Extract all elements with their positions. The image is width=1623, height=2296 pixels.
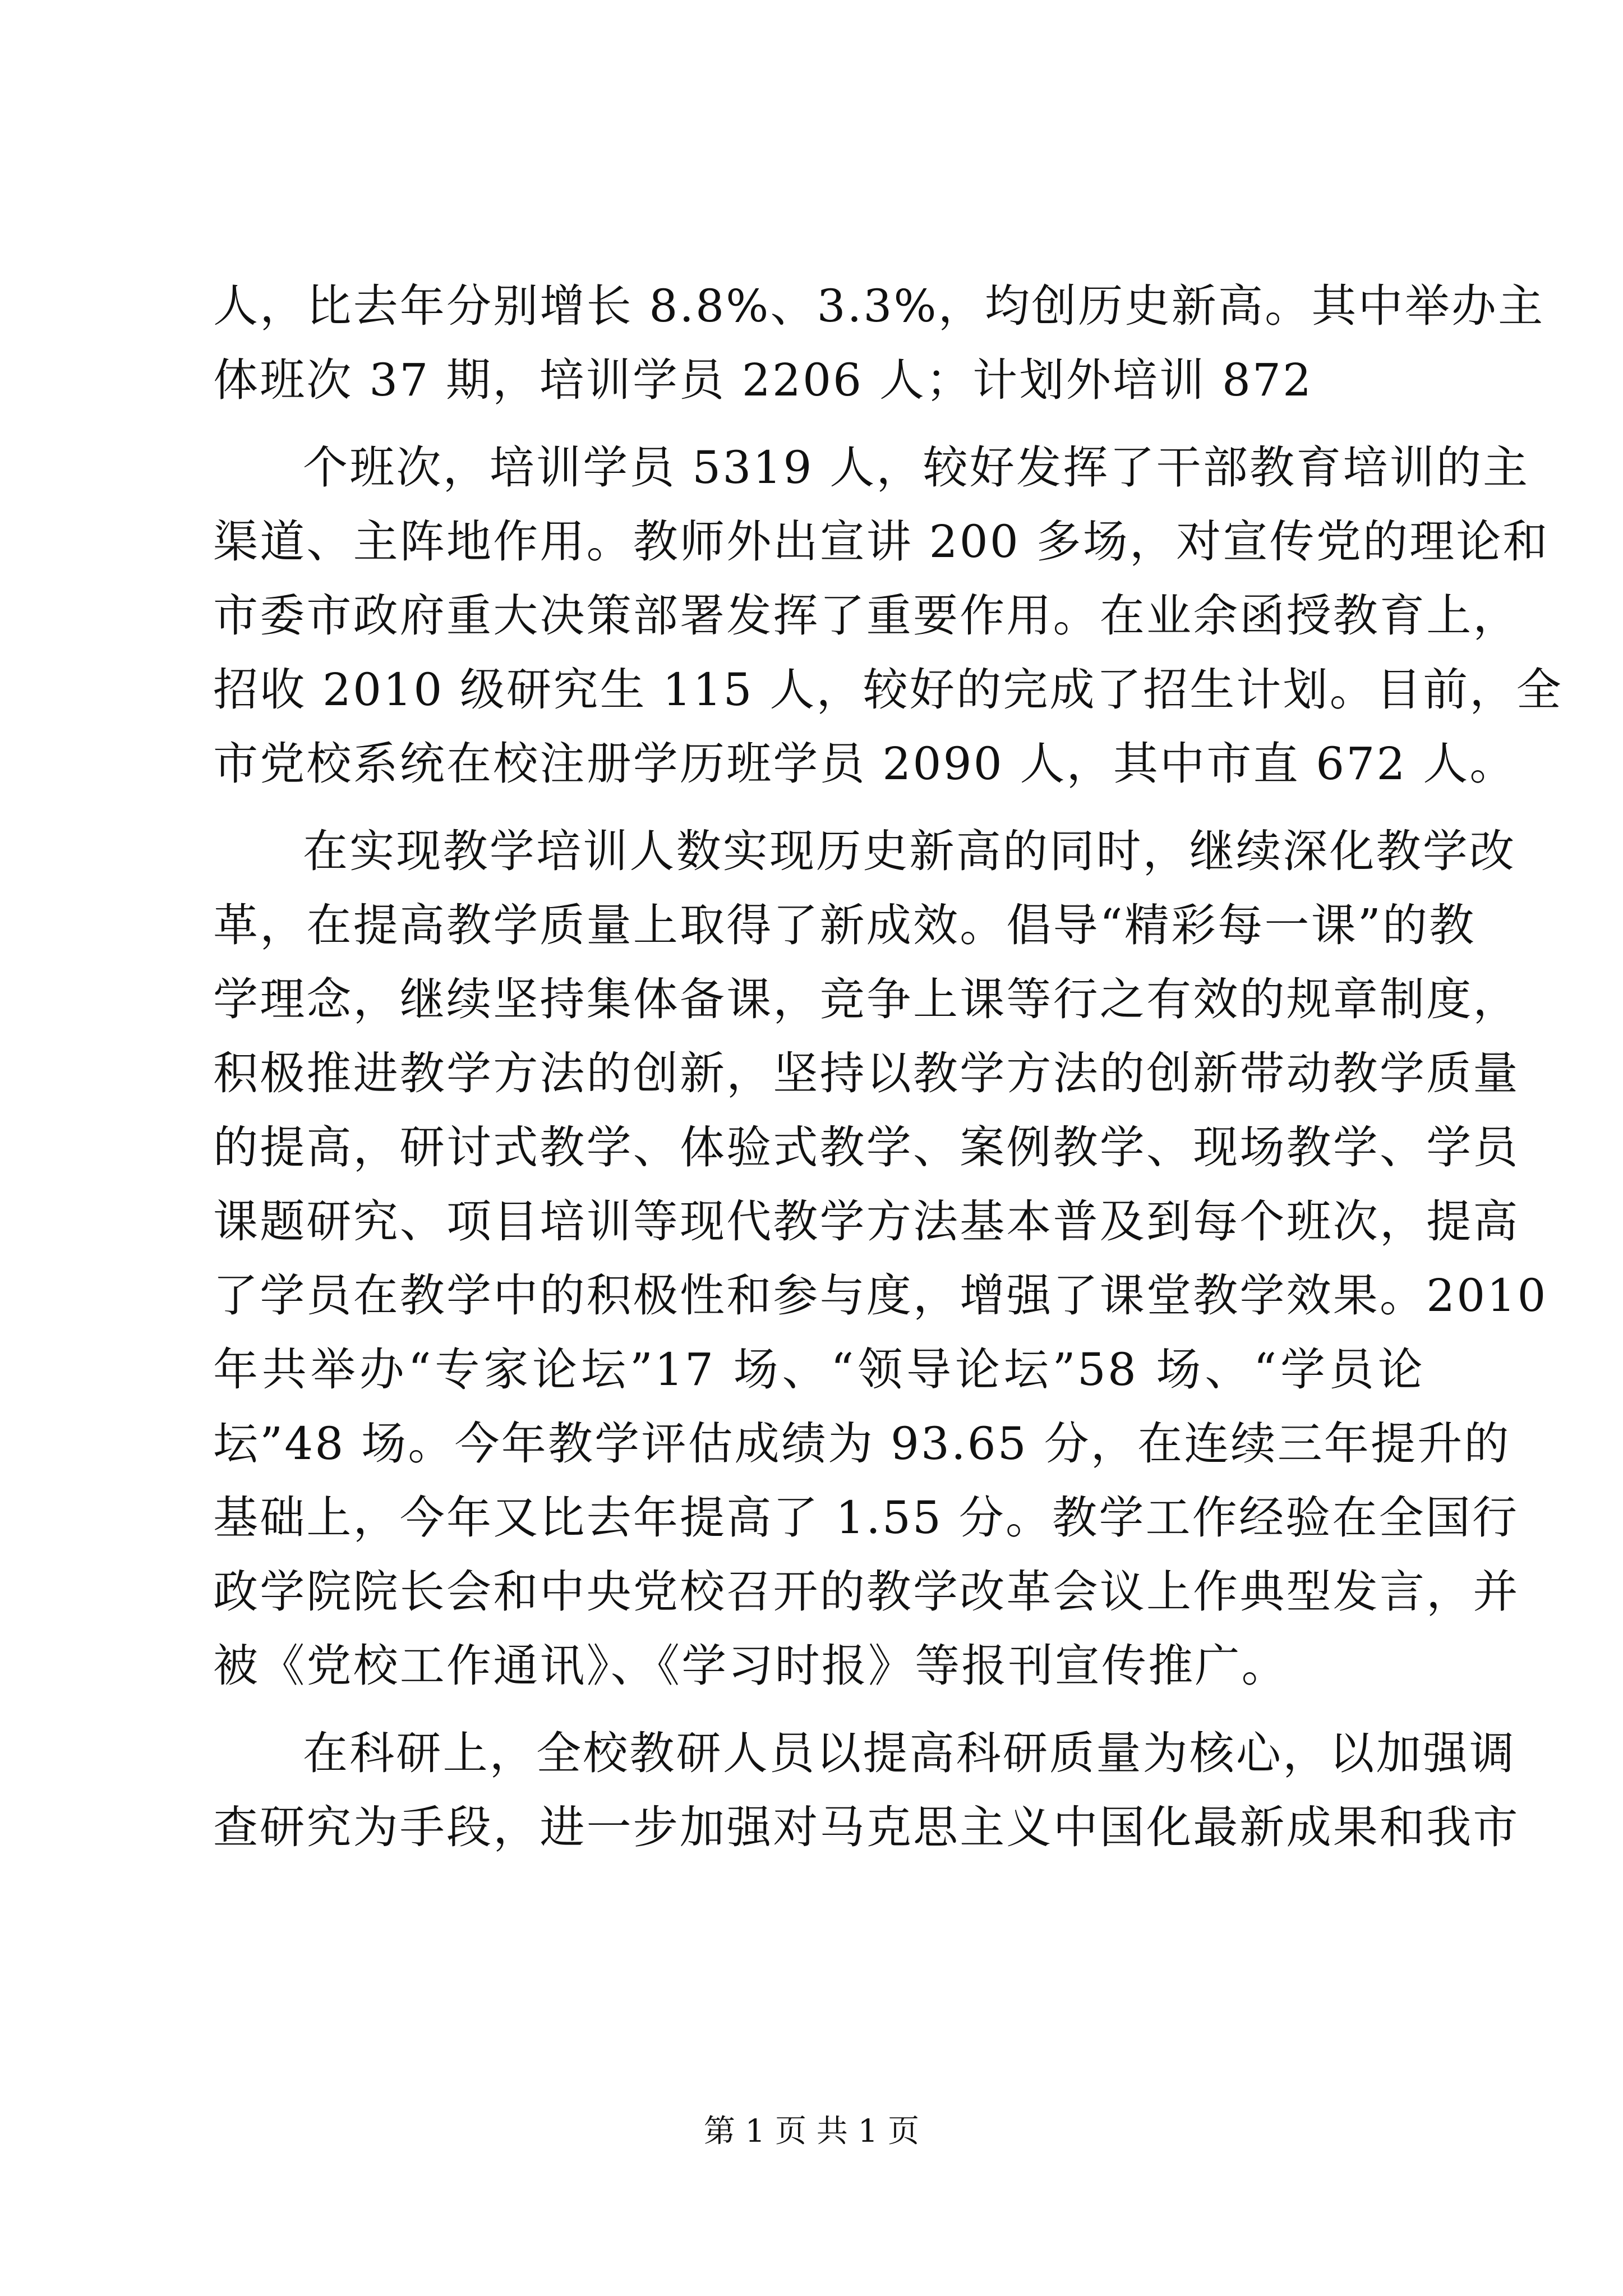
page-footer: 第 1 页 共 1 页	[703, 2113, 920, 2150]
text-line: 的提高，研讨式教学、体验式教学、案例教学、现场教学、学员	[213, 1121, 1520, 1174]
paragraph-gap	[213, 801, 1424, 815]
text-line: 积极推进教学方法的创新，坚持以教学方法的创新带动教学质量	[213, 1047, 1520, 1099]
text-line: 坛”48 场。今年教学评估成绩为 93.65 分，在连续三年提升的	[213, 1418, 1511, 1470]
text-line: 在实现教学培训人数实现历史新高的同时，继续深化教学改	[303, 825, 1516, 877]
text-line: 人，比去年分别增长 8.8%、3.3%，均创历史新高。其中举办主	[213, 280, 1545, 332]
text-line: 革，在提高教学质量上取得了新成效。倡导“精彩每一课”的教	[213, 899, 1476, 951]
paragraph	[213, 269, 1545, 417]
document-body	[213, 269, 1563, 1865]
paragraph-gap	[213, 417, 1424, 431]
paragraph	[213, 1717, 1520, 1865]
text-line: 查研究为手段，进一步加强对马克思主义中国化最新成果和我市	[213, 1801, 1520, 1853]
paragraph	[213, 431, 1563, 801]
text-line: 年共举办“专家论坛”17 场、“领导论坛”58 场、“学员论	[213, 1343, 1424, 1396]
text-line: 体班次 37 期，培训学员 2206 人；计划外培训 872	[213, 354, 1313, 406]
text-line: 基础上，今年又比去年提高了 1.55 分。教学工作经验在全国行	[213, 1492, 1519, 1544]
text-line: 了学员在教学中的积极性和参与度，增强了课堂教学效果。2010	[213, 1269, 1548, 1322]
text-line: 被《党校工作通讯》、《学习时报》等报刊宣传推广。	[213, 1640, 1288, 1692]
text-line: 课题研究、项目培训等现代教学方法基本普及到每个班次，提高	[213, 1195, 1520, 1248]
text-line: 在科研上，全校教研人员以提高科研质量为核心，以加强调	[303, 1727, 1516, 1779]
text-line: 市委市政府重大决策部署发挥了重要作用。在业余函授教育上，	[213, 590, 1520, 642]
text-line: 个班次，培训学员 5319 人，较好发挥了干部教育培训的主	[303, 441, 1530, 494]
text-line: 招收 2010 级研究生 115 人，较好的完成了招生计划。目前，全	[213, 664, 1563, 716]
text-line: 学理念，继续坚持集体备课，竞争上课等行之有效的规章制度，	[213, 973, 1520, 1025]
text-line: 市党校系统在校注册学历班学员 2090 人，其中市直 672 人。	[213, 738, 1516, 790]
text-line: 政学院院长会和中央党校召开的教学改革会议上作典型发言，并	[213, 1566, 1520, 1618]
text-line: 渠道、主阵地作用。教师外出宣讲 200 多场，对宣传党的理论和	[213, 516, 1550, 568]
paragraph	[213, 815, 1548, 1703]
paragraph-gap	[213, 1703, 1424, 1717]
